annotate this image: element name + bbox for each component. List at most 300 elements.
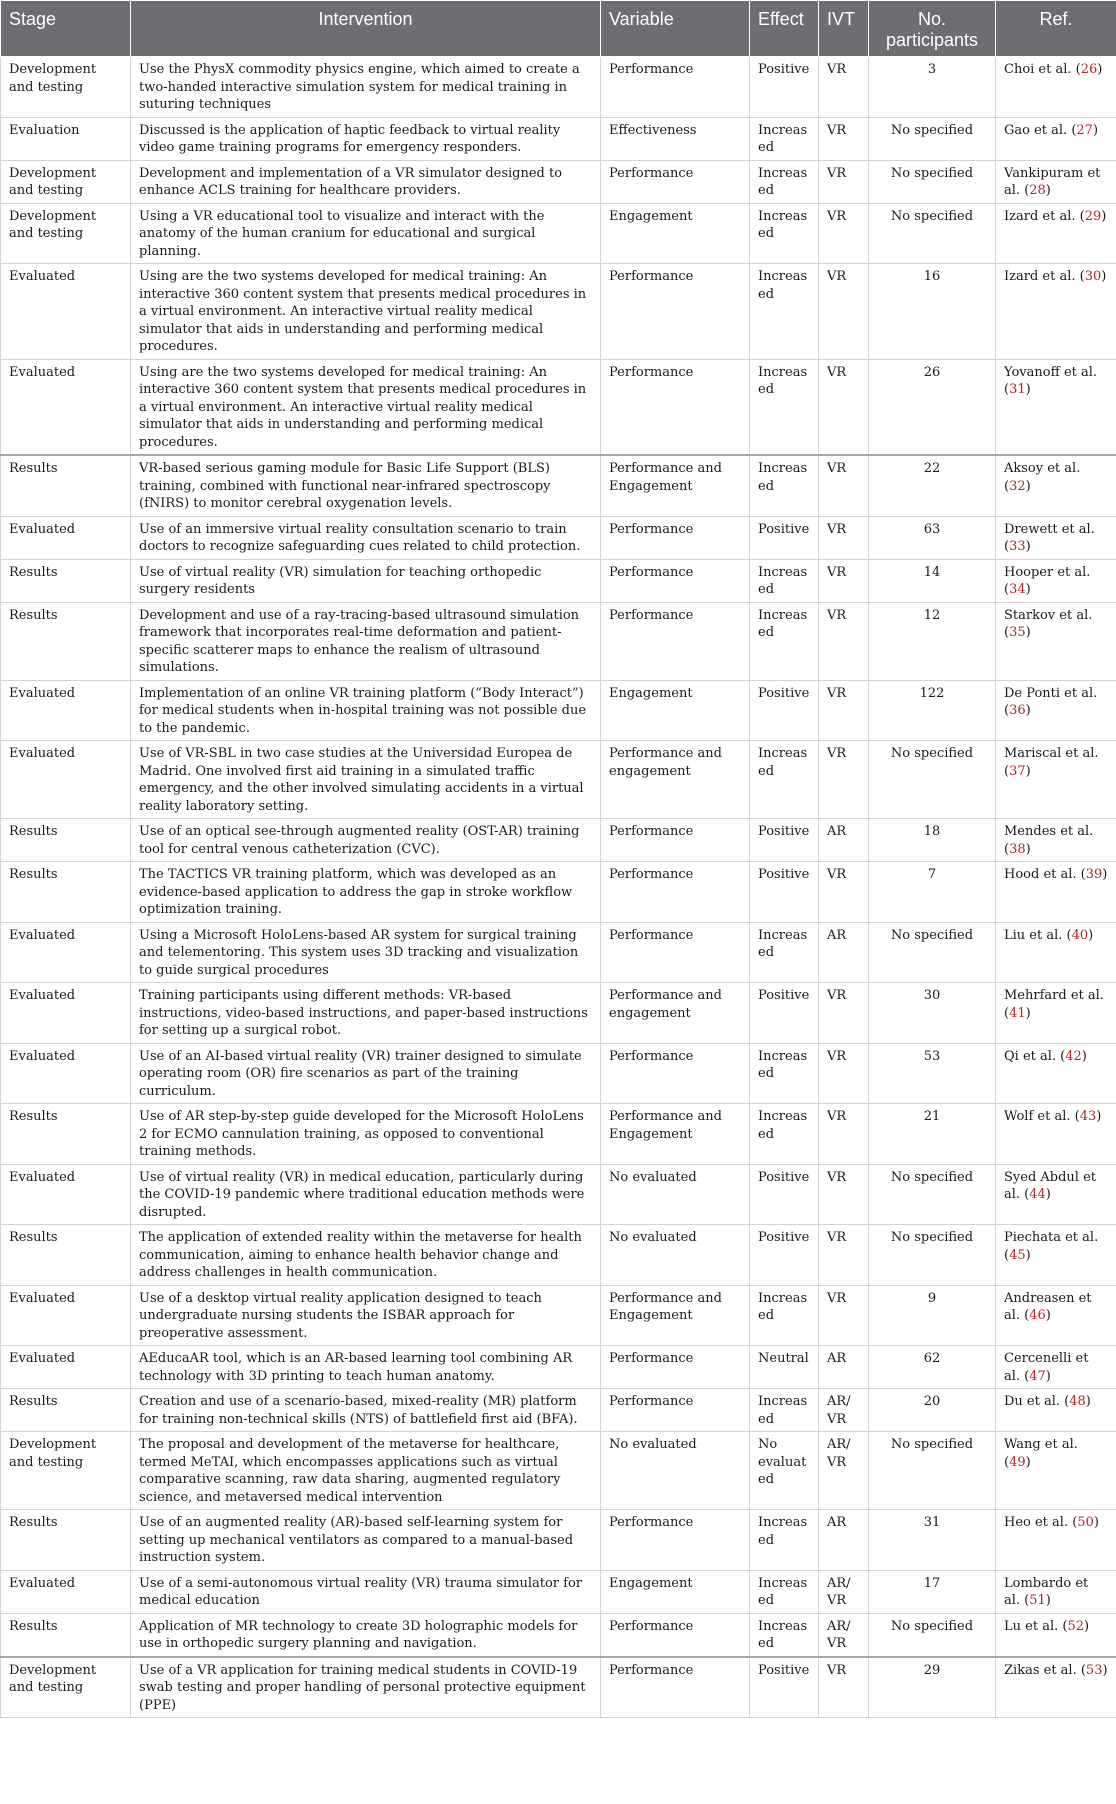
cell-intervention: Use of virtual reality (VR) simulation for teaching orthopedic surgery residents (131, 559, 601, 602)
ref-close: ) (1025, 625, 1031, 640)
cell-stage: Development and testing (1, 203, 131, 264)
table-row (1, 1043, 1116, 1104)
cell-stage: Results (1, 455, 131, 516)
cell-stage: Results (1, 1389, 131, 1432)
cell-ivt: AR/ VR (819, 1613, 869, 1657)
table-row (1, 680, 1116, 741)
cell-intervention: Implementation of an online VR training platform (“Body Interact”) for medical students when in-hospital training was not possible due to the pandemic. (131, 680, 601, 741)
cell-participants: No specified (869, 1164, 996, 1225)
header-effect: Effect (750, 1, 819, 57)
table-row (1, 602, 1116, 680)
cell-variable: Performance (601, 1389, 750, 1432)
cell-variable: Performance and Engagement (601, 1104, 750, 1165)
ref-number-link[interactable]: 41 (1009, 1005, 1026, 1021)
cell-participants: 7 (869, 862, 996, 923)
ref-number-link[interactable]: 32 (1009, 478, 1026, 494)
table-row (1, 741, 1116, 819)
cell-ref (996, 455, 1116, 516)
ref-author: Lombardo et al. ( (1004, 1575, 1089, 1608)
cell-ref (996, 1225, 1116, 1286)
cell-intervention: Using a Microsoft HoloLens-based AR system for surgical training and telementoring. This system uses 3D tracking and visualization to guide surgical procedures (131, 922, 601, 983)
ref-number-link[interactable]: 45 (1009, 1247, 1026, 1263)
ref-number-link[interactable]: 47 (1029, 1368, 1046, 1384)
cell-ivt: VR (819, 57, 869, 118)
cell-variable: Performance (601, 1657, 750, 1718)
header-stage: Stage (1, 1, 131, 57)
cell-participants: No specified (869, 160, 996, 203)
ref-author: De Ponti et al. ( (1004, 685, 1098, 718)
cell-ivt: VR (819, 983, 869, 1044)
cell-ref (996, 741, 1116, 819)
ref-author: Mehrfard et al. ( (1004, 988, 1104, 1021)
ref-author: Izard et al. ( (1004, 269, 1085, 284)
cell-effect: Increased (750, 160, 819, 203)
cell-intervention: Development and implementation of a VR simulator designed to enhance ACLS training for healthcare providers. (131, 160, 601, 203)
table-row (1, 1510, 1116, 1571)
table-row (1, 57, 1116, 118)
ref-number-link[interactable]: 52 (1067, 1618, 1084, 1634)
ref-close: ) (1083, 1618, 1090, 1634)
ref-number-link[interactable]: 27 (1076, 122, 1093, 138)
cell-participants: 3 (869, 57, 996, 118)
ref-number-link[interactable]: 35 (1009, 625, 1026, 640)
cell-ref (996, 1104, 1116, 1165)
ref-close: ) (1101, 269, 1107, 284)
cell-effect: Positive (750, 983, 819, 1044)
table-row (1, 1570, 1116, 1613)
header-variable: Variable (601, 1, 750, 57)
cell-ivt: VR (819, 264, 869, 360)
table-row (1, 862, 1116, 923)
cell-effect: Increased (750, 203, 819, 264)
table-row (1, 983, 1116, 1044)
ref-author: Yovanoff et al. ( (1004, 364, 1098, 397)
ref-number-link[interactable]: 49 (1009, 1454, 1026, 1470)
cell-participants: 122 (869, 680, 996, 741)
cell-stage: Development and testing (1, 1432, 131, 1510)
cell-ref (996, 203, 1116, 264)
ref-number-link[interactable]: 28 (1029, 183, 1046, 198)
cell-intervention: Use of an optical see-through augmented reality (OST-AR) training tool for central venous catheterization (CVC). (131, 819, 601, 862)
header-ref: Ref. (996, 1, 1116, 57)
cell-effect: Increased (750, 1104, 819, 1165)
cell-ivt: VR (819, 160, 869, 203)
cell-stage: Evaluated (1, 359, 131, 455)
cell-ivt: AR (819, 819, 869, 862)
cell-ivt: VR (819, 1225, 869, 1286)
cell-effect: Positive (750, 1164, 819, 1225)
cell-variable: Performance (601, 819, 750, 862)
cell-variable: Performance (601, 1346, 750, 1389)
cell-intervention: Use of VR-SBL in two case studies at the Universidad Europea de Madrid. One involved first aid training in a simulated traffic emergency, and the other involved simulating accidents in a virtual reality laboratory setting. (131, 741, 601, 819)
cell-participants: No specified (869, 1225, 996, 1286)
cell-effect: Increased (750, 1285, 819, 1346)
cell-effect: Positive (750, 516, 819, 559)
ref-author: Gao et al. ( (1004, 122, 1077, 138)
ref-number-link[interactable]: 30 (1084, 269, 1102, 284)
ref-close: ) (1092, 122, 1099, 138)
cell-ref (996, 1389, 1116, 1432)
cell-participants: 14 (869, 559, 996, 602)
cell-ref (996, 1613, 1116, 1657)
cell-ref (996, 1346, 1116, 1389)
cell-stage: Results (1, 602, 131, 680)
cell-intervention: Use the PhysX commodity physics engine, which aimed to create a two-handed interactive simulation system for medical training in suturing techniques (131, 57, 601, 118)
cell-variable: Effectiveness (601, 117, 750, 160)
cell-stage: Evaluated (1, 1043, 131, 1104)
cell-effect: Positive (750, 1657, 819, 1718)
cell-stage: Evaluated (1, 741, 131, 819)
ref-close: ) (1025, 763, 1031, 779)
table-row (1, 1432, 1116, 1510)
cell-stage: Development and testing (1, 160, 131, 203)
cell-variable: Performance and Engagement (601, 455, 750, 516)
table-row (1, 264, 1116, 360)
table-row (1, 1657, 1116, 1718)
ref-number-link[interactable]: 37 (1009, 763, 1026, 779)
cell-effect: Increased (750, 602, 819, 680)
ref-number-link[interactable]: 33 (1009, 539, 1026, 554)
cell-effect: Increased (750, 264, 819, 360)
table-row (1, 160, 1116, 203)
cell-ref (996, 983, 1116, 1044)
cell-stage: Results (1, 1510, 131, 1571)
cell-intervention: Use of an AI-based virtual reality (VR) trainer designed to simulate operating room (OR) fire scenarios as part of the training curriculum. (131, 1043, 601, 1104)
ref-close: ) (1025, 703, 1031, 718)
cell-effect: Positive (750, 862, 819, 923)
header-participants: No. participants (869, 1, 996, 57)
table-row (1, 1285, 1116, 1346)
ref-author: Mendes et al. ( (1004, 824, 1094, 857)
cell-variable: Performance (601, 1510, 750, 1571)
cell-ref (996, 117, 1116, 160)
cell-participants: 12 (869, 602, 996, 680)
cell-ivt: VR (819, 117, 869, 160)
cell-participants: 22 (869, 455, 996, 516)
cell-stage: Evaluated (1, 1164, 131, 1225)
ref-close: ) (1102, 1662, 1108, 1678)
ref-author: Piechata et al. ( (1004, 1230, 1099, 1263)
ref-close: ) (1102, 867, 1108, 882)
ref-number-link[interactable]: 42 (1065, 1048, 1082, 1064)
cell-intervention: Creation and use of a scenario-based, mixed-reality (MR) platform for training non-technical skills (NTS) of battlefield first aid (BFA). (131, 1389, 601, 1432)
ref-close: ) (1088, 927, 1094, 943)
table-row (1, 559, 1116, 602)
cell-effect: Positive (750, 57, 819, 118)
cell-stage: Results (1, 862, 131, 923)
ref-author: Aksoy et al. ( (1004, 461, 1081, 494)
cell-variable: No evaluated (601, 1432, 750, 1510)
cell-participants: 21 (869, 1104, 996, 1165)
ref-author: Wang et al. ( (1004, 1437, 1078, 1470)
cell-ivt: AR (819, 1346, 869, 1389)
cell-variable: Performance (601, 1613, 750, 1657)
cell-stage: Development and testing (1, 1657, 131, 1718)
ref-number-link[interactable]: 40 (1071, 927, 1089, 943)
ref-number-link[interactable]: 34 (1009, 582, 1026, 597)
cell-participants: 30 (869, 983, 996, 1044)
ref-author: Lu et al. ( (1004, 1618, 1068, 1634)
cell-intervention: Using are the two systems developed for medical training: An interactive 360 content system that presents medical procedures in a virtual environment. An interactive virtual reality medical simulator that aids in understanding and performing medical procedures. (131, 264, 601, 360)
cell-intervention: Use of a VR application for training medical students in COVID-19 swab testing and proper handling of personal protective equipment (PPE) (131, 1657, 601, 1718)
cell-effect: Increased (750, 1043, 819, 1104)
cell-effect: No evaluated (750, 1432, 819, 1510)
cell-intervention: The TACTICS VR training platform, which was developed as an evidence-based application to address the gap in stroke workflow optimization training. (131, 862, 601, 923)
cell-stage: Development and testing (1, 57, 131, 118)
cell-participants: No specified (869, 1432, 996, 1510)
ref-author: Syed Abdul et al. ( (1004, 1169, 1097, 1202)
cell-participants: No specified (869, 922, 996, 983)
ref-author: Andreasen et al. ( (1004, 1290, 1092, 1323)
ref-close: ) (1045, 1368, 1051, 1384)
table-row (1, 1104, 1116, 1165)
cell-variable: Engagement (601, 203, 750, 264)
cell-ivt: VR (819, 1164, 869, 1225)
cell-ivt: VR (819, 1104, 869, 1165)
ref-close: ) (1025, 539, 1031, 554)
cell-effect: Neutral (750, 1346, 819, 1389)
ref-number-link[interactable]: 26 (1080, 62, 1098, 77)
ref-number-link[interactable]: 46 (1029, 1308, 1046, 1323)
cell-participants: No specified (869, 741, 996, 819)
cell-ref (996, 160, 1116, 203)
ref-close: ) (1045, 1593, 1051, 1608)
ref-author: Starkov et al. ( (1004, 607, 1093, 640)
cell-intervention: Application of MR technology to create 3D holographic models for use in orthopedic surgery planning and navigation. (131, 1613, 601, 1657)
cell-ref (996, 862, 1116, 923)
cell-variable: Performance (601, 559, 750, 602)
cell-ivt: VR (819, 680, 869, 741)
cell-ivt: VR (819, 516, 869, 559)
ref-close: ) (1045, 1308, 1051, 1323)
cell-intervention: The proposal and development of the metaverse for healthcare, termed MeTAI, which encompasses applications such as virtual comparative scanning, raw data sharing, augmented regulatory science, and metaversed medical intervention (131, 1432, 601, 1510)
cell-intervention: Use of an augmented reality (AR)-based self-learning system for setting up mechanical ventilators as compared to a manual-based instruction system. (131, 1510, 601, 1571)
cell-participants: 17 (869, 1570, 996, 1613)
cell-ivt: VR (819, 1657, 869, 1718)
cell-stage: Results (1, 1225, 131, 1286)
table-header-row (1, 1, 1116, 57)
cell-intervention: AEducaAR tool, which is an AR-based learning tool combining AR technology with 3D printing to teach human anatomy. (131, 1346, 601, 1389)
cell-ivt: VR (819, 455, 869, 516)
table-row (1, 203, 1116, 264)
ref-author: Drewett et al. ( (1004, 521, 1095, 554)
ref-number-link[interactable]: 36 (1009, 703, 1026, 718)
cell-ivt: VR (819, 741, 869, 819)
cell-participants: 26 (869, 359, 996, 455)
cell-ivt: AR (819, 922, 869, 983)
cell-ivt: VR (819, 862, 869, 923)
cell-effect: Increased (750, 1570, 819, 1613)
ref-close: ) (1025, 841, 1031, 857)
ref-close: ) (1025, 382, 1031, 397)
ref-author: Izard et al. ( (1004, 208, 1085, 224)
cell-ref (996, 516, 1116, 559)
ref-number-link[interactable]: 51 (1029, 1593, 1046, 1608)
cell-intervention: VR-based serious gaming module for Basic Life Support (BLS) training, combined with functional near-infrared spectroscopy (fNIRS) to monitor cerebral oxygenation levels. (131, 455, 601, 516)
cell-variable: Performance and engagement (601, 983, 750, 1044)
ref-close: ) (1081, 1048, 1087, 1064)
ref-number-link[interactable]: 31 (1009, 382, 1026, 397)
cell-stage: Results (1, 559, 131, 602)
cell-intervention: Discussed is the application of haptic feedback to virtual reality video game training programs for emergency responders. (131, 117, 601, 160)
cell-ref (996, 819, 1116, 862)
cell-ref (996, 559, 1116, 602)
cell-stage: Evaluated (1, 680, 131, 741)
cell-variable: Performance (601, 922, 750, 983)
cell-participants: 20 (869, 1389, 996, 1432)
cell-stage: Results (1, 1104, 131, 1165)
cell-stage: Evaluated (1, 983, 131, 1044)
cell-participants: 53 (869, 1043, 996, 1104)
cell-intervention: Training participants using different methods: VR-based instructions, video-based instructions, and paper-based instructions for setting up a surgical robot. (131, 983, 601, 1044)
cell-ref (996, 1432, 1116, 1510)
cell-participants: 9 (869, 1285, 996, 1346)
cell-ivt: VR (819, 602, 869, 680)
cell-effect: Positive (750, 680, 819, 741)
cell-variable: Performance (601, 516, 750, 559)
table-row (1, 359, 1116, 455)
cell-ivt: AR/ VR (819, 1570, 869, 1613)
cell-participants: No specified (869, 203, 996, 264)
cell-variable: Performance (601, 602, 750, 680)
ref-close: ) (1045, 1187, 1051, 1202)
ref-author: Hood et al. ( (1004, 867, 1086, 882)
cell-variable: Engagement (601, 680, 750, 741)
table-row (1, 455, 1116, 516)
cell-ref (996, 1510, 1116, 1571)
ref-author: Choi et al. ( (1004, 62, 1081, 77)
table-body (1, 57, 1116, 1718)
cell-ref (996, 1164, 1116, 1225)
ref-close: ) (1025, 1454, 1031, 1470)
cell-stage: Evaluated (1, 516, 131, 559)
ref-number-link[interactable]: 38 (1009, 841, 1026, 857)
cell-stage: Evaluation (1, 117, 131, 160)
ref-author: Cercenelli et al. ( (1004, 1351, 1089, 1384)
cell-ref (996, 359, 1116, 455)
cell-effect: Positive (750, 1225, 819, 1286)
cell-variable: Performance (601, 160, 750, 203)
cell-intervention: Using are the two systems developed for medical training: An interactive 360 content system that presents medical procedures in a virtual environment. An interactive virtual reality medical simulator that aids in understanding and performing medical procedures. (131, 359, 601, 455)
ref-author: Liu et al. ( (1004, 927, 1072, 943)
ref-close: ) (1025, 478, 1031, 494)
ref-close: ) (1097, 62, 1103, 77)
table-row (1, 1389, 1116, 1432)
cell-ivt: AR/ VR (819, 1432, 869, 1510)
cell-variable: Performance (601, 264, 750, 360)
cell-effect: Increased (750, 741, 819, 819)
ref-number-link[interactable]: 44 (1029, 1187, 1046, 1202)
ref-close: ) (1093, 1515, 1099, 1530)
cell-variable: Performance (601, 1043, 750, 1104)
cell-intervention: The application of extended reality within the metaverse for health communication, aiming to enhance health behavior change and address challenges in health communication. (131, 1225, 601, 1286)
cell-participants: 29 (869, 1657, 996, 1718)
cell-ref (996, 1043, 1116, 1104)
cell-participants: 18 (869, 819, 996, 862)
cell-ivt: AR (819, 1510, 869, 1571)
table-row (1, 516, 1116, 559)
cell-ivt: VR (819, 559, 869, 602)
table-row (1, 1613, 1116, 1657)
ref-number-link[interactable]: 43 (1079, 1109, 1097, 1124)
table-row (1, 922, 1116, 983)
ref-number-link[interactable]: 48 (1069, 1394, 1086, 1409)
cell-effect: Increased (750, 1510, 819, 1571)
cell-intervention: Use of AR step-by-step guide developed for the Microsoft HoloLens 2 for ECMO cannulation training, as opposed to conventional training methods. (131, 1104, 601, 1165)
cell-ref (996, 680, 1116, 741)
cell-variable: Performance (601, 862, 750, 923)
cell-variable: Performance and engagement (601, 741, 750, 819)
ref-close: ) (1025, 1247, 1031, 1263)
ref-author: Du et al. ( (1004, 1394, 1070, 1409)
table-row (1, 1164, 1116, 1225)
cell-effect: Positive (750, 819, 819, 862)
cell-variable: Engagement (601, 1570, 750, 1613)
cell-ivt: VR (819, 1043, 869, 1104)
header-ivt: IVT (819, 1, 869, 57)
cell-variable: Performance (601, 57, 750, 118)
cell-variable: Performance (601, 359, 750, 455)
cell-intervention: Using a VR educational tool to visualize and interact with the anatomy of the human cranium for educational and surgical planning. (131, 203, 601, 264)
ref-author: Hooper et al. ( (1004, 564, 1091, 597)
cell-variable: Performance and Engagement (601, 1285, 750, 1346)
cell-participants: 31 (869, 1510, 996, 1571)
cell-ref (996, 1570, 1116, 1613)
cell-intervention: Use of virtual reality (VR) in medical education, particularly during the COVID-19 pandemic where traditional education methods were disrupted. (131, 1164, 601, 1225)
ref-author: Qi et al. ( (1004, 1048, 1066, 1064)
ref-close: ) (1085, 1394, 1091, 1409)
cell-effect: Increased (750, 559, 819, 602)
ref-author: Heo et al. ( (1004, 1515, 1078, 1530)
cell-variable: No evaluated (601, 1225, 750, 1286)
cell-variable: No evaluated (601, 1164, 750, 1225)
cell-intervention: Development and use of a ray-tracing-based ultrasound simulation framework that incorporates real-time deformation and patient-specific scatterer maps to enhance the realism of ultrasound simulations. (131, 602, 601, 680)
cell-intervention: Use of a semi-autonomous virtual reality (VR) trauma simulator for medical education (131, 1570, 601, 1613)
table-row (1, 117, 1116, 160)
cell-participants: No specified (869, 1613, 996, 1657)
cell-stage: Results (1, 1613, 131, 1657)
ref-close: ) (1025, 1005, 1031, 1021)
cell-participants: No specified (869, 117, 996, 160)
cell-effect: Increased (750, 1613, 819, 1657)
ref-author: Zikas et al. ( (1004, 1662, 1086, 1678)
ref-number-link[interactable]: 53 (1085, 1662, 1103, 1678)
cell-ref (996, 1285, 1116, 1346)
cell-intervention: Use of an immersive virtual reality consultation scenario to train doctors to recognize safeguarding cues related to child protection. (131, 516, 601, 559)
ref-number-link[interactable]: 39 (1085, 867, 1103, 882)
ref-close: ) (1101, 208, 1107, 224)
cell-stage: Evaluated (1, 264, 131, 360)
cell-ivt: AR/ VR (819, 1389, 869, 1432)
cell-participants: 16 (869, 264, 996, 360)
cell-stage: Evaluated (1, 922, 131, 983)
ref-author: Vankipuram et al. ( (1004, 165, 1101, 198)
cell-ref (996, 264, 1116, 360)
cell-effect: Increased (750, 1389, 819, 1432)
cell-effect: Increased (750, 455, 819, 516)
table-row (1, 1346, 1116, 1389)
cell-stage: Evaluated (1, 1570, 131, 1613)
cell-stage: Results (1, 819, 131, 862)
ref-number-link[interactable]: 29 (1084, 208, 1102, 224)
ref-number-link[interactable]: 50 (1077, 1515, 1094, 1530)
ref-author: Mariscal et al. ( (1004, 746, 1099, 779)
ref-close: ) (1045, 183, 1051, 198)
cell-stage: Evaluated (1, 1346, 131, 1389)
cell-participants: 63 (869, 516, 996, 559)
cell-ref (996, 57, 1116, 118)
header-intervention: Intervention (131, 1, 601, 57)
